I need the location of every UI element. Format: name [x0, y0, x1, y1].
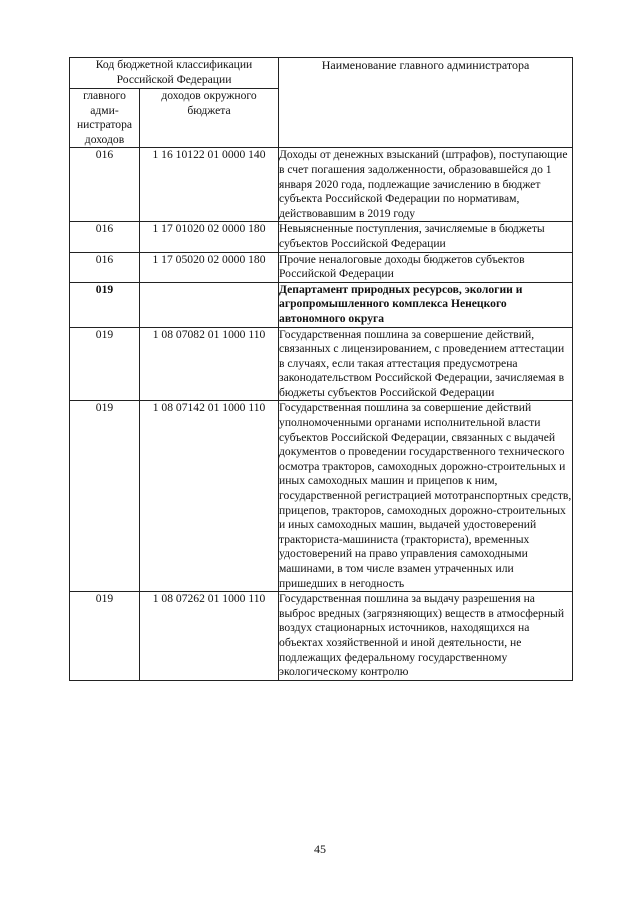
- revenue-code-cell: [140, 282, 279, 327]
- table-row: [70, 222, 573, 252]
- main-administrator-header: главного адми-нистратора доходов: [70, 89, 140, 148]
- admin-code-cell: 016: [70, 148, 140, 222]
- admin-code-cell: 019: [70, 327, 140, 401]
- admin-code-cell: 016: [70, 252, 140, 282]
- revenue-administrators-table: [69, 57, 573, 681]
- department-row: [70, 282, 573, 327]
- budget-classification-header: Код бюджетной классификации Российской Федерации: [70, 58, 279, 89]
- administrator-name-header: Наименование главного администратора: [279, 58, 573, 148]
- admin-code-cell: 016: [70, 222, 140, 252]
- table-row: [70, 327, 573, 401]
- admin-code-cell: 019: [70, 592, 140, 681]
- table-row: [70, 252, 573, 282]
- administrator-name-cell: Прочие неналоговые доходы бюджетов субъектов Российской Федерации: [279, 252, 573, 282]
- table-row: [70, 401, 573, 592]
- page-number: 45: [314, 842, 326, 856]
- administrator-name-cell: Доходы от денежных взысканий (штрафов), поступающие в счет погашения задолженности, образовавшейся до 1 января 2020 года, подлежащие зачислению в бюджет субъекта Российской Федерации по нормативам, действовавшим в 2019 году: [279, 148, 573, 222]
- admin-code-cell: 019: [70, 401, 140, 592]
- department-name-cell: Департамент природных ресурсов, экологии и агропромышленного комплекса Ненецкого автономного округа: [279, 282, 573, 327]
- table-row: [70, 592, 573, 681]
- revenue-code-cell: 1 17 05020 02 0000 180: [140, 252, 279, 282]
- administrator-name-cell: Государственная пошлина за выдачу разрешения на выброс вредных (загрязняющих) веществ в атмосферный воздух стационарных источников, находящихся на объектах хозяйственной и иной деятельности, не подлежащих федеральному государственному экологическому контролю: [279, 592, 573, 681]
- district-budget-revenue-header: доходов окружного бюджета: [140, 89, 279, 148]
- admin-code-cell: 019: [70, 282, 140, 327]
- administrator-name-cell: Невыясненные поступления, зачисляемые в бюджеты субъектов Российской Федерации: [279, 222, 573, 252]
- administrator-name-cell: Государственная пошлина за совершение действий уполномоченными органами исполнительной власти субъектов Российской Федерации, связанных с выдачей документов о проведении государственного технического осмотра тракторов, самоходных дорожно-строительных и иных самоходных машин и прицепов к ним, государственной регистрацией мототранспортных средств, прицепов, тракторов, самоходных дорожно-строительных и иных самоходных машин, выдачей удостоверений тракториста-машиниста (тракториста), временных удостоверений на право управления самоходными машинами, в том числе взамен утраченных или пришедших в негодность: [279, 401, 573, 592]
- table-row: [70, 148, 573, 222]
- revenue-code-cell: 1 16 10122 01 0000 140: [140, 148, 279, 222]
- revenue-code-cell: 1 08 07082 01 1000 110: [140, 327, 279, 401]
- revenue-code-cell: 1 08 07262 01 1000 110: [140, 592, 279, 681]
- table-header-row-1: [70, 58, 573, 89]
- revenue-code-cell: 1 08 07142 01 1000 110: [140, 401, 279, 592]
- revenue-code-cell: 1 17 01020 02 0000 180: [140, 222, 279, 252]
- administrator-name-cell: Государственная пошлина за совершение действий, связанных с лицензированием, с проведением аттестации в случаях, если такая аттестация предусмотрена законодательством Российской Федерации, зачисляемая в бюджеты субъектов Российской Федерации: [279, 327, 573, 401]
